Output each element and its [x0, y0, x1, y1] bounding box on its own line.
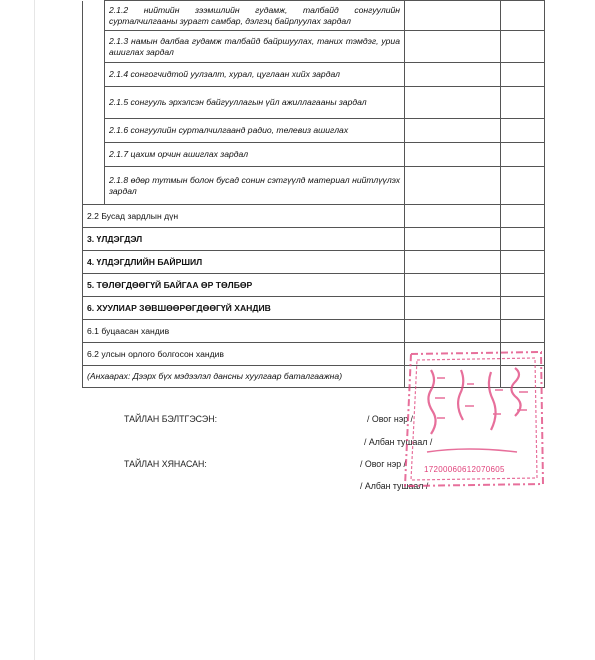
table-row — [83, 251, 545, 274]
stamp-number: 17200060612070605 — [424, 465, 505, 474]
value-cell — [501, 31, 545, 63]
table-row — [83, 274, 545, 297]
value-cell — [405, 297, 501, 320]
table-row — [83, 31, 545, 63]
table-row — [83, 320, 545, 343]
reviewed-name-label: / Овог нэр / — [360, 459, 406, 469]
row-label: 2.1.7 цахим орчин ашиглах зардал — [105, 143, 405, 167]
table-row — [83, 143, 545, 167]
table-row — [83, 228, 545, 251]
value-cell — [405, 251, 501, 274]
table-row — [83, 63, 545, 87]
value-cell — [501, 167, 545, 205]
reviewed-position-label: / Албан тушаал / — [360, 481, 429, 491]
prepared-by-label: ТАЙЛАН БЭЛТГЭСЭН: — [124, 414, 218, 424]
value-cell — [501, 205, 545, 228]
prepared-name-label: / Овог нэр / — [367, 414, 413, 424]
value-cell — [405, 320, 501, 343]
row-label: 6.1 буцаасан хандив — [83, 320, 405, 343]
value-cell — [501, 87, 545, 119]
table-row — [83, 119, 545, 143]
row-label: 5. ТӨЛӨГДӨӨГҮЙ БАЙГАА ӨР ТӨЛБӨР — [83, 274, 405, 297]
table-row — [83, 87, 545, 119]
value-cell — [405, 274, 501, 297]
value-cell — [501, 1, 545, 31]
page-edge-line — [34, 0, 35, 660]
value-cell — [405, 143, 501, 167]
reviewed-by-label: ТАЙЛАН ХЯНАСАН: — [124, 459, 207, 469]
value-cell — [501, 228, 545, 251]
row-label: 2.1.5 сонгууль эрхэлсэн байгууллагын үйл ажиллагааны зардал — [105, 87, 405, 119]
row-label: 3. ҮЛДЭГДЭЛ — [83, 228, 405, 251]
value-cell — [501, 119, 545, 143]
row-label: 2.1.8 өдөр тутмын болон бусад сонин сэтгүүлд материал нийтлүүлэх зардал — [105, 167, 405, 205]
table-row — [83, 167, 545, 205]
row-label: 4. ҮЛДЭГДЛИЙН БАЙРШИЛ — [83, 251, 405, 274]
row-label: 2.2 Бусад зардлын дүн — [83, 205, 405, 228]
value-cell — [405, 87, 501, 119]
table-row — [83, 205, 545, 228]
value-cell — [501, 274, 545, 297]
value-cell — [501, 63, 545, 87]
row-label: 6.2 улсын орлого болгосон хандив — [83, 343, 405, 366]
table-row — [83, 297, 545, 320]
value-cell — [405, 167, 501, 205]
row-label: 2.1.6 сонгуулийн сурталчилгаанд радио, телевиз ашиглах — [105, 119, 405, 143]
value-cell — [501, 297, 545, 320]
report-table — [82, 0, 545, 388]
row-label: 2.1.4 сонгогчидтой уулзалт, хурал, цуглаан хийх зардал — [105, 63, 405, 87]
value-cell — [501, 320, 545, 343]
row-label: 6. ХУУЛИАР ЗӨВШӨӨРӨГДӨӨГҮЙ ХАНДИВ — [83, 297, 405, 320]
value-cell — [501, 143, 545, 167]
value-cell — [405, 1, 501, 31]
value-cell — [405, 31, 501, 63]
value-cell — [405, 63, 501, 87]
row-label: 2.1.3 намын далбаа гудамж талбайд байршуулах, таних тэмдэг, уриа ашиглах зардал — [105, 31, 405, 63]
value-cell — [405, 228, 501, 251]
row-label: 2.1.2 нийтийн зээмшлийн гудамж, талбайд сонгуулийн сурталчилгааны зурагт самбар, дэлгэц байрлуулах зардал — [105, 1, 405, 31]
table-row — [83, 1, 545, 31]
value-cell — [405, 119, 501, 143]
prepared-position-label: / Албан тушаал / — [364, 437, 433, 447]
value-cell — [405, 205, 501, 228]
value-cell — [501, 251, 545, 274]
note-text: (Анхаарах: Дээрх бүх мэдээлэл дансны хуулгаар баталгаажна) — [83, 366, 405, 388]
